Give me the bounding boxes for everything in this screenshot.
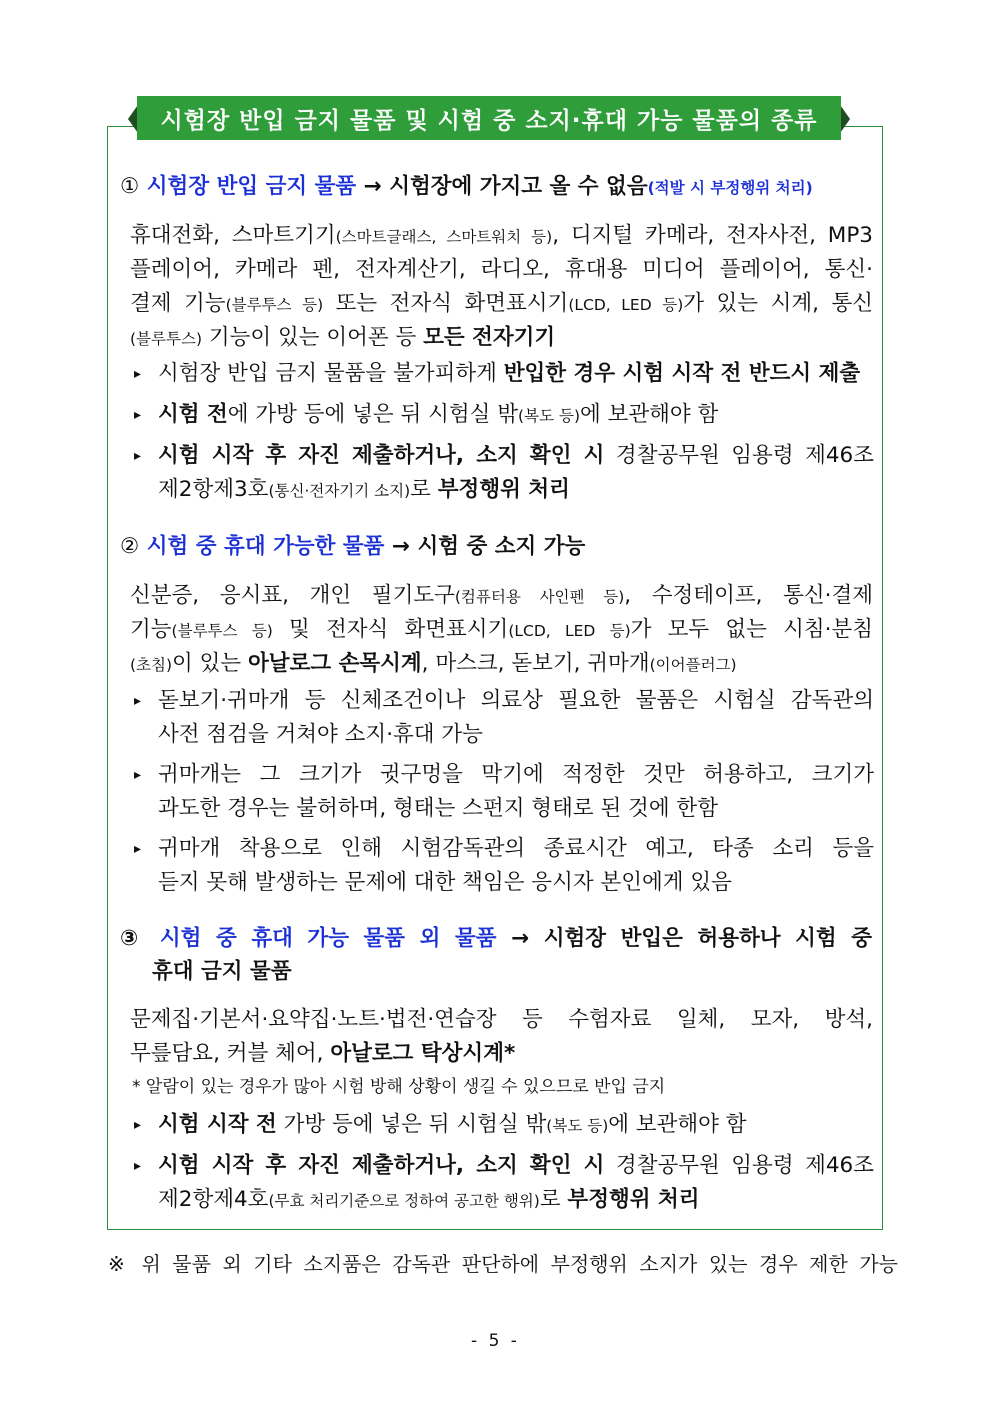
section1-number: ① xyxy=(120,174,140,199)
bullet-marker: ▸ xyxy=(134,1158,142,1174)
section3-heading xyxy=(120,922,872,955)
body-line: 신분증, 응시표, 개인 필기도구(컴퓨터용 사인펜 등), 수정테이프, 통신·결제 xyxy=(130,583,874,608)
footer-note: ※ 위 물품 외 기타 소지품은 감독관 판단하에 부정행위 소지가 있는 경우 제한 가능 xyxy=(108,1252,898,1276)
bullet-marker: ▸ xyxy=(134,366,142,382)
section3-bullet-1: ▸ 시험 시작 전 가방 등에 넣은 뒤 시험실 밖(복도 등)에 보관해야 함 xyxy=(132,1108,874,1142)
bullet-marker: ▸ xyxy=(134,841,142,857)
bullet-marker: ▸ xyxy=(134,767,142,783)
body-line: (초침)이 있는 아날로그 손목시계, 마스크, 돋보기, 귀마개(이어플러그) xyxy=(130,651,737,676)
section1-heading xyxy=(120,170,880,205)
section2-label: 시험 중 휴대 가능한 물품 xyxy=(146,534,385,559)
section1-result: 시험장에 가지고 올 수 없음 xyxy=(389,174,648,199)
page-number: - 5 - xyxy=(471,1331,520,1351)
section3-label: 시험 중 휴대 가능 물품 외 물품 xyxy=(159,926,497,951)
section2-bullet-1: ▸ 돋보기·귀마개 등 신체조건이나 의료상 필요한 물품은 시험실 감독관의 사전 점검을 거쳐야 소지·휴대 가능 xyxy=(132,684,874,752)
bullet-marker: ▸ xyxy=(134,448,142,464)
section2-body xyxy=(130,579,873,681)
section1-body xyxy=(130,219,873,355)
body-line: 플레이어, 카메라 펜, 전자계산기, 라디오, 휴대용 미디어 플레이어, 통신· xyxy=(130,257,873,282)
page-title: 시험장 반입 금지 물품 및 시험 중 소지·휴대 가능 물품의 종류 xyxy=(137,96,841,140)
section2-bullet-2: ▸ 귀마개는 그 크기가 귓구멍을 막기에 적정한 것만 허용하고, 크기가 과도한 경우는 불허하며, 형태는 스펀지 형태로 된 것에 한함 xyxy=(132,758,874,826)
section3-heading-cont xyxy=(152,955,912,988)
body-line: 문제집·기본서·요약집·노트·법전·연습장 등 수험자료 일체, 모자, 방석, xyxy=(130,1007,873,1032)
section3-number: ③ xyxy=(120,926,146,951)
body-line: (블루투스) 기능이 있는 이어폰 등 모든 전자기기 xyxy=(130,325,556,350)
section3-body xyxy=(130,1003,873,1071)
body-line: 결제 기능(블루투스 등) 또는 전자식 화면표시기(LCD, LED 등)가 있는 시계, 통신 xyxy=(130,291,873,316)
section1-note: (적발 시 부정행위 처리) xyxy=(647,179,813,197)
body-line: 휴대전화, 스마트기기(스마트글래스, 스마트워치 등), 디지털 카메라, 전자사전, MP3 xyxy=(130,223,873,248)
title-banner xyxy=(128,96,850,142)
bullet-marker: ▸ xyxy=(134,407,142,423)
body-line: 무릎담요, 커블 체어, 아날로그 탁상시계* xyxy=(130,1041,516,1066)
bullet-marker: ▸ xyxy=(134,1117,142,1133)
section3-result-line1: 시험장 반입은 허용하나 시험 중 xyxy=(543,926,872,951)
body-line: 기능(블루투스 등) 및 전자식 화면표시기(LCD, LED 등)가 모두 없는 시침·분침 xyxy=(130,617,873,642)
section2-bullet-3: ▸ 귀마개 착용으로 인해 시험감독관의 종료시간 예고, 타종 소리 등을 듣지 못해 발생하는 문제에 대한 책임은 응시자 본인에게 있음 xyxy=(132,832,874,900)
section3-arrow: → xyxy=(511,926,530,951)
bullet-marker: ▸ xyxy=(134,693,142,709)
section2-heading xyxy=(120,530,880,563)
section2-number: ② xyxy=(120,534,140,559)
section1-bullet-3: ▸ 시험 시작 후 자진 제출하거나, 소지 확인 시 경찰공무원 임용령 제46조 제2항제3호(통신·전자기기 소지)로 부정행위 처리 xyxy=(132,439,874,507)
section3-result-line2: 휴대 금지 물품 xyxy=(152,959,292,984)
section2-arrow: → xyxy=(391,534,410,559)
section2-result: 시험 중 소지 가능 xyxy=(417,534,586,559)
asterisk-note: * 알람이 있는 경우가 많아 시험 방해 상황이 생길 수 있으므로 반입 금지 xyxy=(132,1077,666,1097)
section1-bullet-1: ▸ 시험장 반입 금지 물품을 불가피하게 반입한 경우 시험 시작 전 반드시 제출 xyxy=(132,357,874,391)
section1-bullet-2: ▸ 시험 전에 가방 등에 넣은 뒤 시험실 밖(복도 등)에 보관해야 함 xyxy=(132,398,874,432)
section1-arrow: → xyxy=(363,174,382,199)
section3-bullet-2: ▸ 시험 시작 후 자진 제출하거나, 소지 확인 시 경찰공무원 임용령 제46조 제2항제4호(무효 처리기준으로 정하여 공고한 행위)로 부정행위 처리 xyxy=(132,1149,874,1217)
section1-label: 시험장 반입 금지 물품 xyxy=(146,174,357,199)
